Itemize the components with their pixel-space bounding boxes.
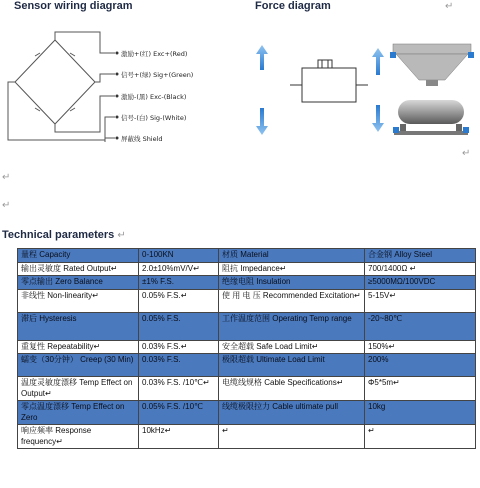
param-name: 极限超载 Ultimate Load Limit xyxy=(219,354,365,377)
param-name: 线缆极限拉力 Cable ultimate pull xyxy=(219,401,365,425)
param-value: 0.05% F.S. xyxy=(139,312,219,340)
table-row xyxy=(18,377,476,401)
param-name: 温度灵敏度漂移 Temp Effect on Output↵ xyxy=(18,377,139,401)
technical-parameters-title: Technical parameters ↵ xyxy=(2,229,126,241)
param-value: ≥5000MΩ/100VDC xyxy=(365,276,476,290)
wiring-diagram-title: Sensor wiring diagram xyxy=(14,0,133,12)
param-value: 5-15V↵ xyxy=(365,289,476,312)
table-row xyxy=(18,340,476,354)
table-row xyxy=(18,425,476,449)
param-value: 0.03% F.S.↵ xyxy=(139,340,219,354)
param-value: 0.05% F.S.↵ xyxy=(139,289,219,312)
param-value: 合金钢 Alloy Steel xyxy=(365,249,476,263)
param-name: 量程 Capacity xyxy=(18,249,139,263)
load-cell-icon xyxy=(290,60,368,102)
table-row xyxy=(18,289,476,312)
wire-label-exc-plus: 激励+(红) Exc+(Red) xyxy=(121,50,188,58)
param-name: 使 用 电 压 Recommended Excitation↵ xyxy=(219,289,365,312)
param-name: 绝缘电阻 Insulation xyxy=(219,276,365,290)
wheatstone-bridge xyxy=(15,40,95,124)
param-name: 非线性 Non-linearity↵ xyxy=(18,289,139,312)
wire-label-shield: 屏蔽线 Shield xyxy=(121,135,163,143)
param-name: 材质 Material xyxy=(219,249,365,263)
param-name: 滞后 Hysteresis xyxy=(18,312,139,340)
param-name: 安全超载 Safe Load Limit↵ xyxy=(219,340,365,354)
param-name: 零点输出 Zero Balance xyxy=(18,276,139,290)
param-name: 阻抗 Impedance↵ xyxy=(219,262,365,276)
param-name: 电缆线规格 Cable Specifications↵ xyxy=(219,377,365,401)
param-name: ↵ xyxy=(219,425,365,449)
wiring-diagram xyxy=(0,20,240,170)
paragraph-mark: ↵ xyxy=(445,1,454,12)
force-diagram xyxy=(250,30,480,150)
force-diagram-title: Force diagram xyxy=(255,0,331,12)
param-value: 150%↵ xyxy=(365,340,476,354)
paragraph-mark: ↵ xyxy=(2,172,11,183)
wire-label-sig-plus: 信号+(绿) Sig+(Green) xyxy=(121,71,194,79)
table-row xyxy=(18,354,476,377)
param-value: -20~80℃ xyxy=(365,312,476,340)
param-name: 零点温度漂移 Temp Effect on Zero xyxy=(18,401,139,425)
table-row xyxy=(18,249,476,263)
technical-parameters-table xyxy=(17,248,476,449)
table-row xyxy=(18,276,476,290)
wire-label-exc-minus: 激励-(黑) Exc-(Black) xyxy=(121,93,187,101)
param-value: 0-100KN xyxy=(139,249,219,263)
table-row xyxy=(18,262,476,276)
param-name: 工作温度范围 Operating Temp range xyxy=(219,312,365,340)
param-value: Φ5*5m↵ xyxy=(365,377,476,401)
param-value: 2.0±10%mV/V↵ xyxy=(139,262,219,276)
param-value: 0.05% F.S. /10℃ xyxy=(139,401,219,425)
param-name: 响应频率 Response frequency↵ xyxy=(18,425,139,449)
param-value: 700/1400Ω ↵ xyxy=(365,262,476,276)
param-name: 蠕变（30分钟） Creep (30 Min) xyxy=(18,354,139,377)
paragraph-mark: ↵ xyxy=(462,148,471,159)
param-value: 10kHz↵ xyxy=(139,425,219,449)
hopper-icon xyxy=(390,44,474,86)
paragraph-mark: ↵ xyxy=(117,230,126,241)
param-value: 0.03% F.S. /10℃↵ xyxy=(139,377,219,401)
tank-icon xyxy=(393,100,469,135)
param-name: 重复性 Repeatability↵ xyxy=(18,340,139,354)
force-arrow-right-icon xyxy=(372,48,384,132)
paragraph-mark: ↵ xyxy=(2,200,11,211)
force-arrow-left-icon xyxy=(256,45,268,135)
param-name: 输出灵敏度 Rated Output↵ xyxy=(18,262,139,276)
table-row xyxy=(18,312,476,340)
param-value: 10kg xyxy=(365,401,476,425)
table-row xyxy=(18,401,476,425)
param-value: 200% xyxy=(365,354,476,377)
param-value: 0.03% F.S. xyxy=(139,354,219,377)
wire-label-sig-minus: 信号-(白) Sig-(White) xyxy=(121,114,187,122)
param-value: ±1% F.S. xyxy=(139,276,219,290)
param-value: ↵ xyxy=(365,425,476,449)
